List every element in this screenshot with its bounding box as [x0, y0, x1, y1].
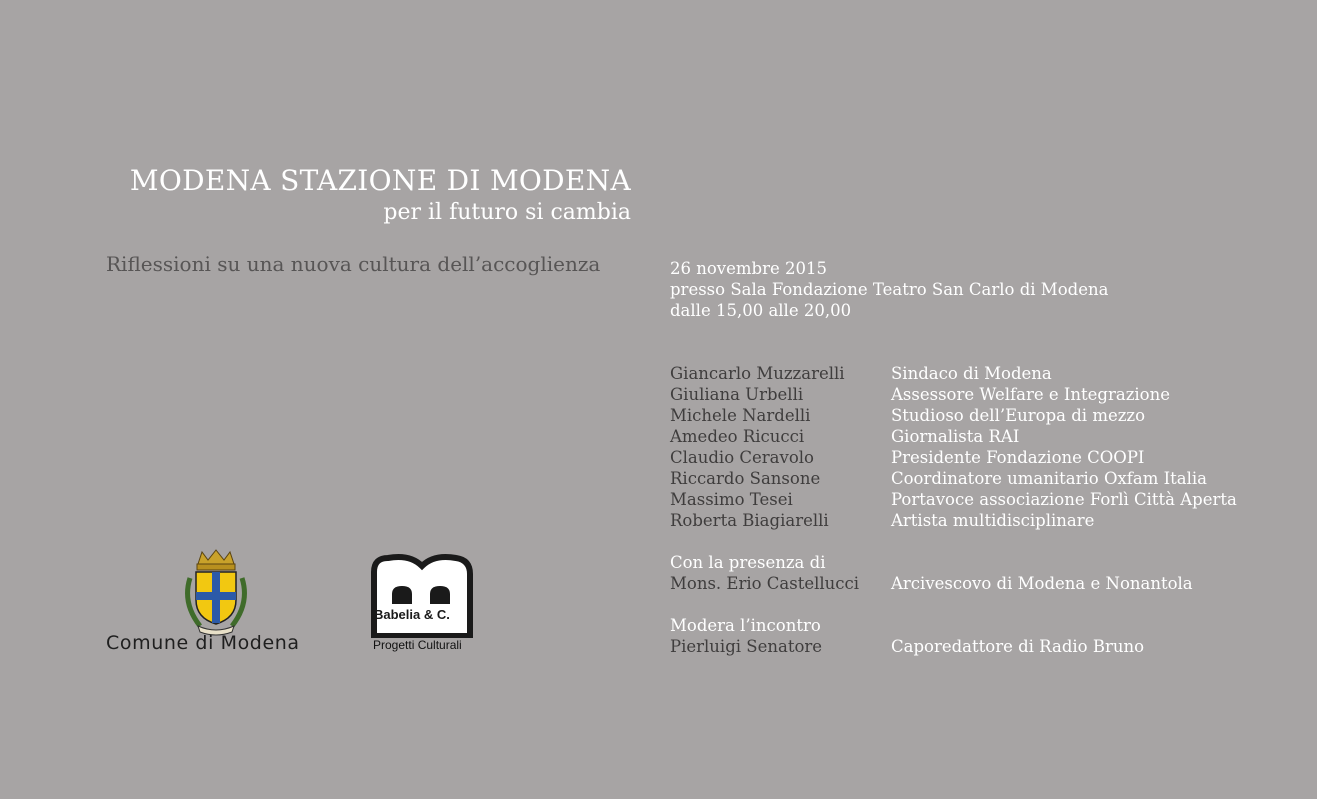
speaker-row	[670, 426, 1290, 447]
speaker-row	[670, 363, 1290, 384]
presence-row	[670, 573, 1290, 594]
presence-label: Con la presenza di	[670, 553, 826, 572]
speaker-role: Assessore Welfare e Integrazione	[891, 385, 1171, 404]
speaker-role: Giornalista RAI	[891, 427, 1020, 446]
speaker-row	[670, 468, 1290, 489]
event-date: 26 novembre 2015	[670, 259, 827, 278]
speaker-row	[670, 405, 1290, 426]
comune-logo	[106, 548, 326, 658]
comune-name: Comune di Modena	[106, 632, 300, 654]
page-title: MODENA STAZIONE DI MODENA	[129, 164, 631, 197]
speaker-name: Massimo Tesei	[670, 490, 793, 509]
speaker-name: Giuliana Urbelli	[670, 385, 804, 404]
speaker-name: Amedeo Ricucci	[670, 427, 805, 446]
babelia-logo	[368, 552, 476, 656]
event-time: dalle 15,00 alle 20,00	[670, 301, 852, 320]
speaker-role: Coordinatore umanitario Oxfam Italia	[891, 469, 1208, 488]
presence-name: Mons. Erio Castellucci	[670, 574, 860, 593]
speaker-role: Artista multidisciplinare	[891, 511, 1095, 530]
speaker-name: Roberta Biagiarelli	[670, 511, 829, 530]
coat-of-arms-icon	[180, 548, 252, 636]
speaker-row	[670, 447, 1290, 468]
speaker-row	[670, 384, 1290, 405]
page-subtitle: per il futuro si cambia	[383, 200, 631, 225]
speaker-role: Sindaco di Modena	[891, 364, 1052, 383]
moderator-label: Modera l’incontro	[670, 616, 821, 635]
speaker-role: Studioso dell’Europa di mezzo	[891, 406, 1146, 425]
speaker-name: Giancarlo Muzzarelli	[670, 364, 845, 383]
babelia-mark-icon	[370, 552, 474, 638]
speaker-name: Riccardo Sansone	[670, 469, 821, 488]
speaker-row	[670, 510, 1290, 531]
speaker-name: Claudio Ceravolo	[670, 448, 814, 467]
presence-role: Arcivescovo di Modena e Nonantola	[891, 574, 1193, 593]
event-venue: presso Sala Fondazione Teatro San Carlo di Modena	[670, 280, 1109, 299]
speaker-name: Michele Nardelli	[670, 406, 811, 425]
moderator-row	[670, 636, 1290, 657]
speaker-role: Portavoce associazione Forlì Città Aperta	[891, 490, 1237, 509]
event-info	[670, 258, 1108, 321]
tagline: Riflessioni su una nuova cultura dell’accoglienza	[106, 252, 601, 276]
moderator-name: Pierluigi Senatore	[670, 637, 823, 656]
babelia-name: Babelia & C.	[374, 607, 450, 622]
speaker-role: Presidente Fondazione COOPI	[891, 448, 1145, 467]
speaker-row	[670, 489, 1290, 510]
moderator-role: Caporedattore di Radio Bruno	[891, 637, 1145, 656]
babelia-subtitle: Progetti Culturali	[373, 638, 462, 652]
